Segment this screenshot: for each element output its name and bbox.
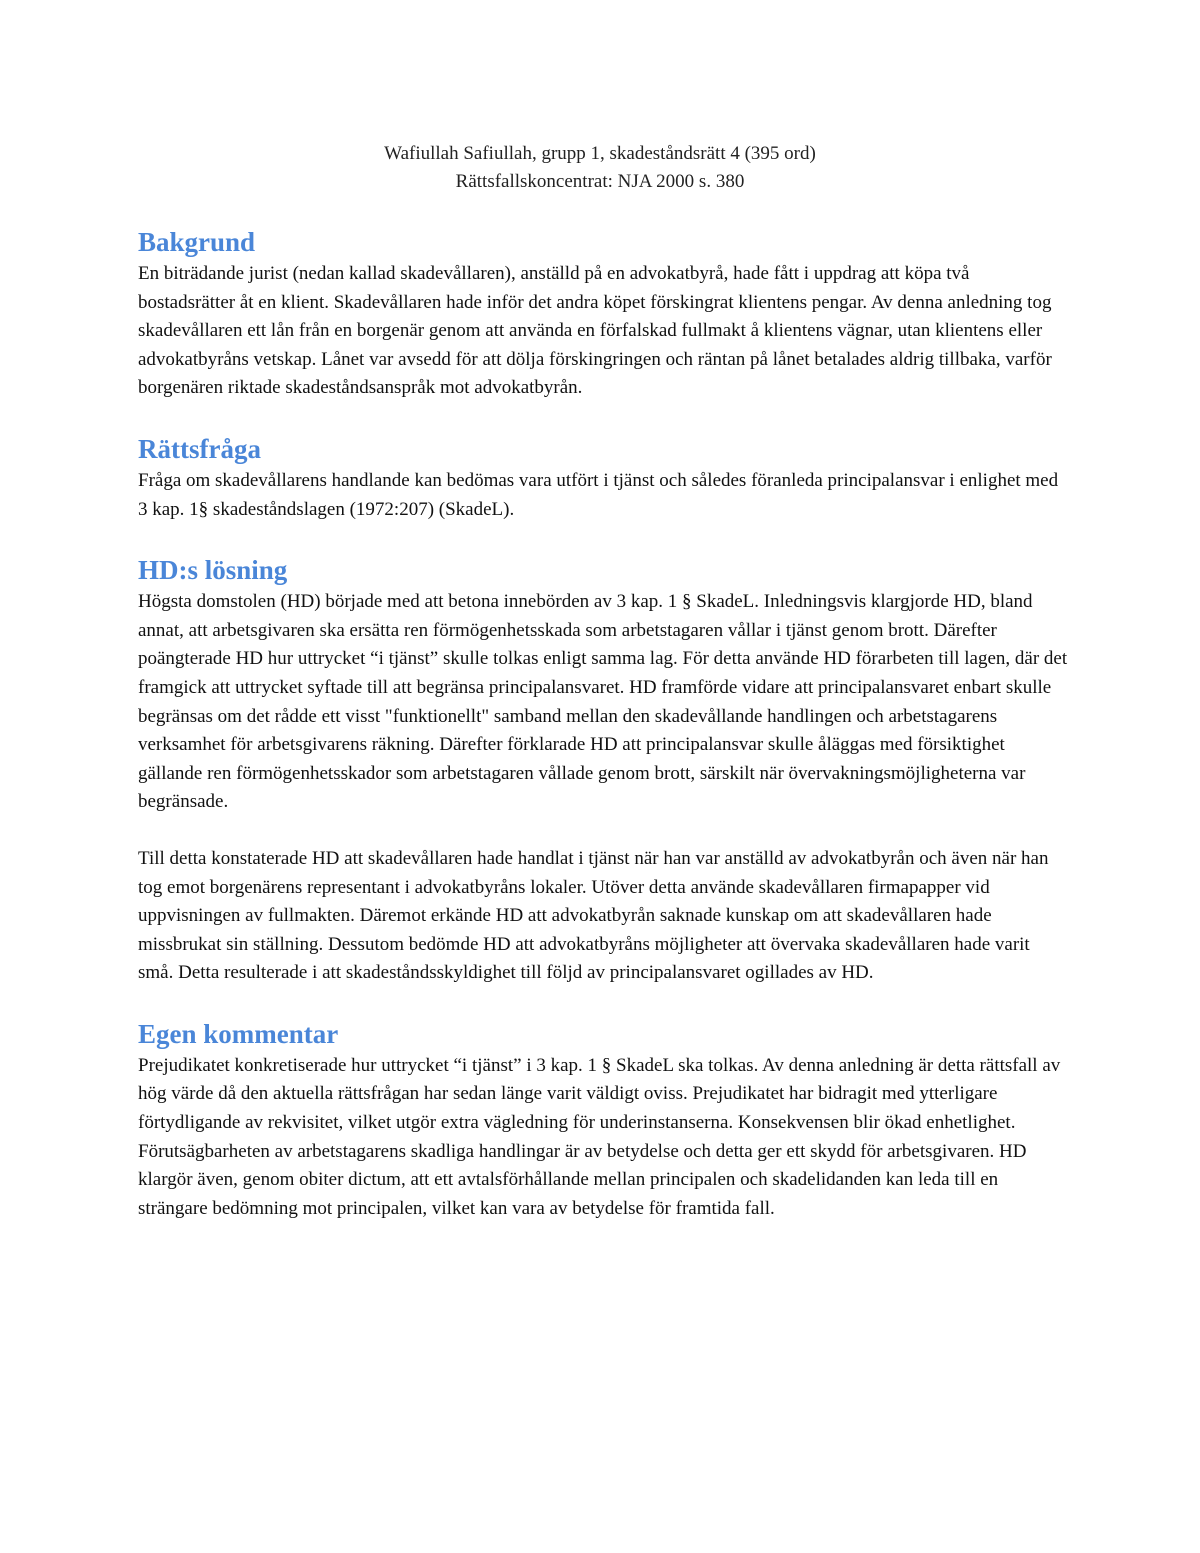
section-paragraph: En biträdande jurist (nedan kallad skadevållaren), anställd på en advokatbyrå, hade fått i uppdrag att köpa två bostadsrätter åt en klient. Skadevållaren hade inför det andra köpet förskingrat klientens pengar. Av denna anledning tog skadevållaren ett lån från en borgenär genom att använda en förfalskad fullmakt å klientens vägnar, utan klientens eller advokatbyråns vetskap. Lånet var avsedd för att dölja förskingringen och räntan på lånet betalades aldrig tillbaka, varför borgenären riktade skadeståndsanspråk mot advokatbyrån. <box>138 263 1052 399</box>
document-body <box>138 224 1068 1223</box>
section-heading: Rättsfråga <box>138 433 261 464</box>
section-spacer <box>138 403 1068 431</box>
section-paragraph: Prejudikatet konkretiserade hur uttrycket “i tjänst” i 3 kap. 1 § SkadeL ska tolkas. Av denna anledning är detta rättsfall av hög värde då den aktuella rättsfrågan har sedan länge varit väldigt oviss. Prejudikatet har bidragit med ytterligare förtydligande av rekvisitet, vilket utgör extra vägledning för underinstanserna. Konsekvensen blir ökad enhetlighet. Förutsägbarheten av arbetstagarens skadliga handlingar är av betydelse och detta ger ett skydd för arbetsgivaren. HD klargör även, genom obiter dictum, att ett avtalsförhållande mellan principalen och skadelidanden kan leda till en strängare bedömning mot principalen, vilket kan vara av betydelse för framtida fall. <box>138 1054 1061 1219</box>
author-line: Wafiullah Safiullah, grupp 1, skadeståndsrätt 4 (395 ord) <box>384 143 816 164</box>
section-heading: Egen kommentar <box>138 1018 339 1049</box>
section-paragraph: Till detta konstaterade HD att skadevållaren hade handlat i tjänst när han var anställd av advokatbyrån och även när han tog emot borgenärens representant i advokatbyråns lokaler. Utöver detta använde skadevållaren firmapapper vid uppvisningen av fullmakten. Däremot erkände HD att advokatbyrån saknade kunskap om att skadevållaren hade missbrukat sin ställning. Dessutom bedömde HD att advokatbyråns möjligheter att övervaka skadevållaren hade varit små. Detta resulterade i att skadeståndsskyldighet till följd av principalansvaret ogillades av HD. <box>138 847 1049 984</box>
section-bakgrund <box>138 224 1068 403</box>
section-paragraph: Fråga om skadevållarens handlande kan bedömas vara utfört i tjänst och således föranleda principalansvar i enlighet med 3 kap. 1§ skadeståndslagen (1972:207) (SkadeL). <box>138 469 1059 520</box>
section-rattsfraga <box>138 431 1068 524</box>
section-paragraph: Högsta domstolen (HD) började med att betona innebörden av 3 kap. 1 § SkadeL. Inledningsvis klargjorde HD, bland annat, att arbetsgivaren ska ersätta ren förmögenhetsskada som arbetstagaren vållar i tjänst genom brott. Därefter poängterade HD hur uttrycket “i tjänst” skulle tolkas enligt samma lag. För detta använde HD förarbeten till lagen, där det framgick att uttrycket syftade till att begränsa principalansvaret. HD framförde vidare att principalansvaret enbart skulle begränsas om det rådde ett visst "funktionellt" samband mellan den skadevållande handlingen och arbetstagarens verksamhet för arbetsgivarens räkning. Därefter förklarade HD att principalansvar skulle åläggas med försiktighet gällande ren förmögenhetsskador som arbetstagaren vållade genom brott, särskilt när övervakningsmöjligheterna var begränsade. <box>138 591 1068 813</box>
section-hds-losning <box>138 552 1068 988</box>
section-heading: HD:s lösning <box>138 555 288 586</box>
section-spacer <box>138 988 1068 1016</box>
paragraph-spacer <box>138 817 1068 845</box>
section-spacer <box>138 524 1068 552</box>
section-heading: Bakgrund <box>138 227 256 257</box>
section-egen-kommentar <box>138 1016 1068 1224</box>
document-header <box>0 140 1200 196</box>
case-title: Rättsfallskoncentrat: NJA 2000 s. 380 <box>455 171 745 192</box>
